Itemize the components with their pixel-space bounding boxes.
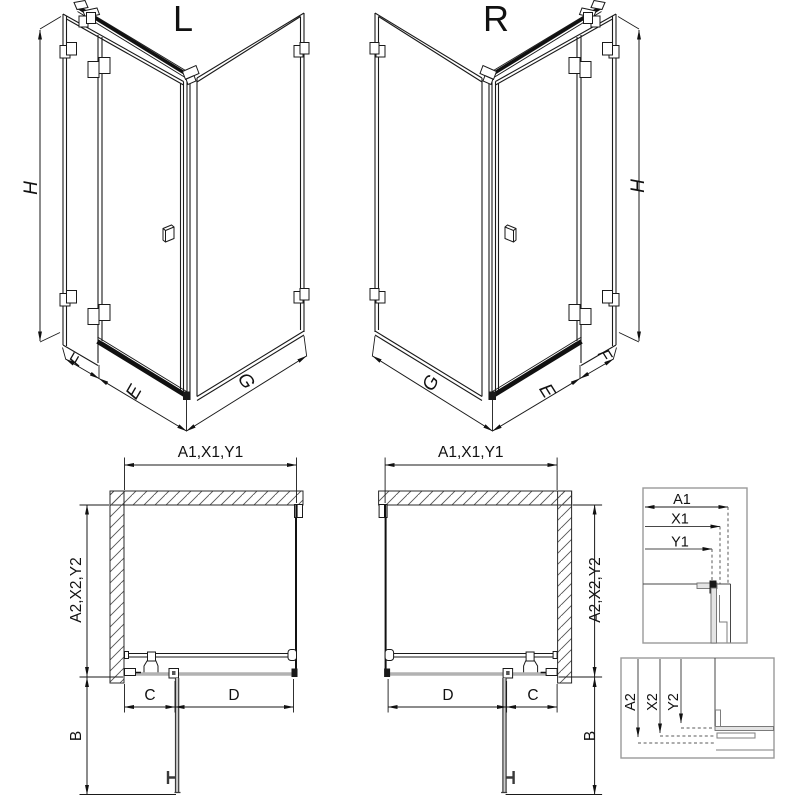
detail-width-bracket-outline: [720, 595, 728, 643]
plan-left-dim-A2X2Y2: A2,X2,Y2: [68, 557, 85, 623]
iso-left-title: L: [172, 0, 194, 39]
plan-left-dim-A1X1Y1: A1,X1,Y1: [177, 444, 244, 461]
detail-width-box: [643, 488, 747, 643]
iso-left-dim-E: E: [121, 381, 147, 403]
iso-right-dim-E: E: [534, 380, 559, 403]
iso-right-drawing: [370, 1, 639, 432]
plan-left-view: [68, 444, 303, 795]
plan-right-dim-B: B: [582, 730, 599, 742]
iso-right-dim-G: G: [418, 371, 445, 395]
iso-right-dim-F: F: [593, 345, 616, 365]
detail-depth-box: [621, 658, 774, 758]
iso-right-dim-H: H: [628, 179, 649, 193]
plan-right-dim-D: D: [442, 687, 454, 704]
iso-right-view: [370, 0, 649, 432]
plan-right-wall-side: [558, 491, 572, 683]
detail-width-glass-panel: [711, 588, 717, 643]
detail-depth-glass-panel: [715, 727, 774, 731]
plan-left-dim-C: C: [144, 687, 156, 704]
plan-left-wall-side: [110, 491, 124, 683]
iso-left-dim-G: G: [232, 369, 259, 393]
plan-left-wall-top: [110, 491, 303, 505]
iso-right-title: R: [483, 0, 509, 39]
iso-left-view: [21, 0, 309, 432]
iso-left-dim-H: H: [21, 181, 42, 195]
detail-depth-label-Y2: Y2: [666, 693, 682, 711]
plan-right-dim-A1X1Y1: A1,X1,Y1: [438, 444, 504, 461]
detail-width-label-A1: A1: [673, 492, 691, 508]
detail-depth-label-X2: X2: [645, 693, 661, 711]
detail-width-frame: [643, 488, 747, 643]
detail-depth-bottom-profile: [717, 733, 755, 738]
detail-depth-upright-bracket: [716, 710, 721, 727]
plan-left-dim-D: D: [228, 687, 240, 704]
detail-depth-label-A2: A2: [623, 693, 639, 711]
detail-depth-reference-dashes: [638, 728, 715, 743]
iso-left-dim-F: F: [65, 351, 88, 370]
detail-width-label-X1: X1: [671, 511, 689, 528]
plan-right-wall-top: [379, 491, 572, 505]
plan-right-view: [379, 444, 604, 795]
plan-right-dim-C: C: [527, 687, 539, 704]
detail-width-reference-dashes: [712, 507, 728, 584]
plan-left-dim-B: B: [68, 730, 85, 742]
plan-right-dim-A2X2Y2: A2,X2,Y2: [587, 557, 604, 623]
detail-width-label-Y1: Y1: [671, 534, 689, 551]
detail-width-section-line: [643, 584, 731, 643]
